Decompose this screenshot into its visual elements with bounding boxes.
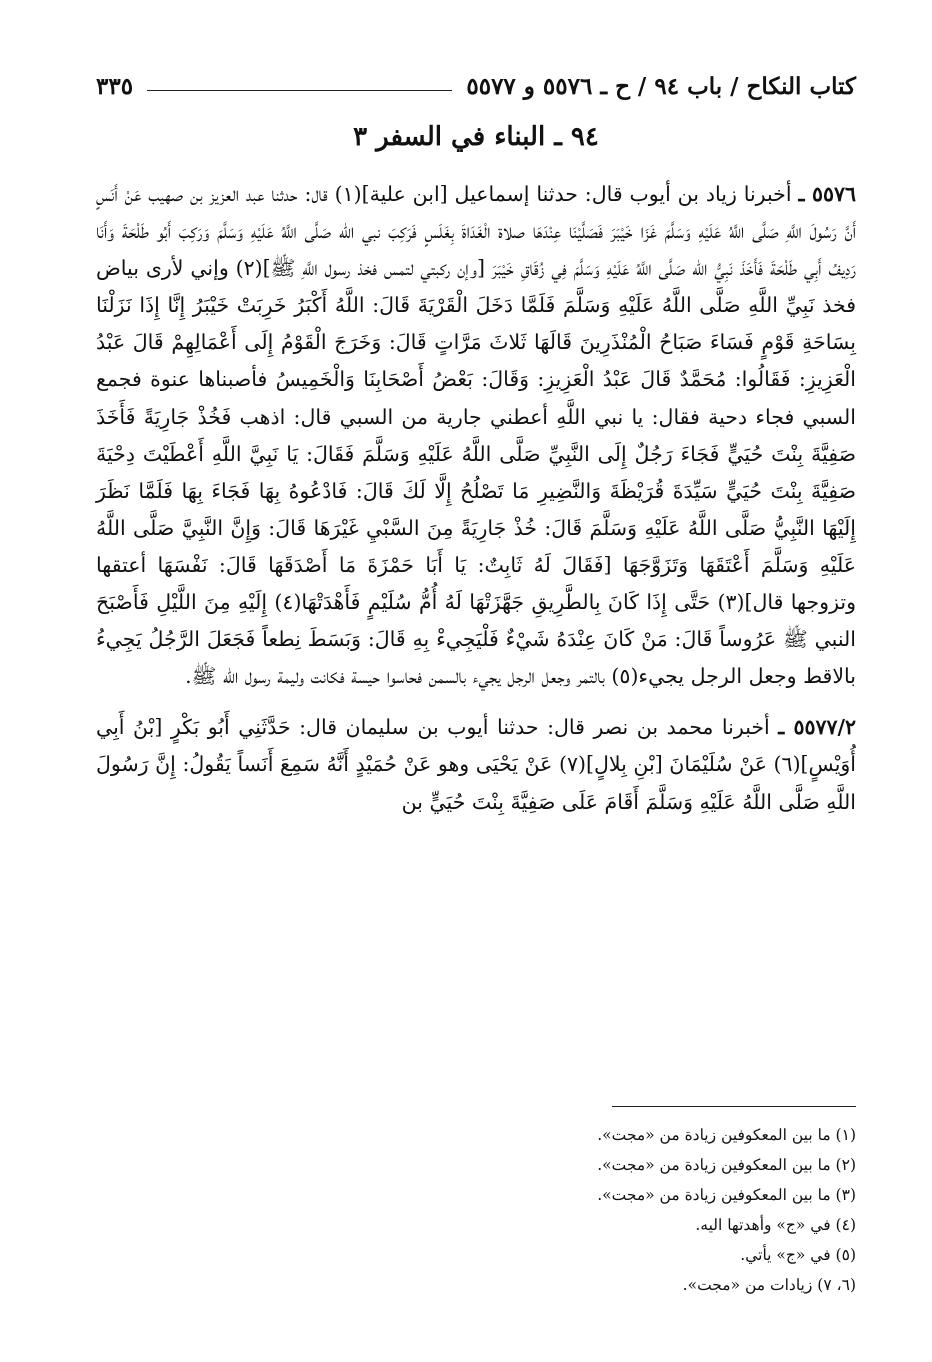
hadith-number-2: ٥٥٧٧/٢ ـ — [778, 715, 856, 740]
hadith-text-2: أخبرنا محمد بن نصر قال: حدثنا أيوب بن سليمان قال: حَدَّثَنِي أَبُو بَكْرٍ [بْنُ أَبِي أُوَيْسٍ](٦) عَنْ سُلَيْمَانَ [بْنِ بِلالٍ](٧) عَنْ يَحْيَى وهو عَنْ حُمَيْدٍ أَنَّهُ سَمِعَ أَنَساً يَقُولُ: إِنَّ رَسُولَ اللَّهِ صَلَّى اللَّهُ عَلَيْهِ وَسَلَّمَ أَقَامَ عَلَى صَفِيَّةَ بِنْتَ حُيَيٍّ بن — [96, 715, 856, 814]
hadith-paragraph-2 — [96, 709, 856, 820]
footnote: (٦، ٧) زيادات من «مجت». — [682, 1276, 856, 1294]
header-title: كتاب النكاح / باب ٩٤ / ح ـ ٥٥٧٦ و ٥٥٧٧ — [466, 72, 856, 100]
footnote: (٢) ما بين المعكوفين زيادة من «مجت». — [597, 1156, 856, 1174]
hadith-text-1: أخبرنا زياد بن أيوب قال: حدثنا إسماعيل [ابن علية](١) قال: حدثنا عبد العزيز بن صهيب عَنْ أَنَسٍ أَنَّ رَسُولَ اللَّهِ صَلَّى اللَّهُ عَلَيْهِ وَسَلَّمَ غَزَا خَيْبَرَ فَصَلَّيْنَا عِنْدَهَا صلاة الْغَدَاةَ بِغَلَسٍ فَرَكِبَ نبي الله صَلَّى اللَّهُ عَلَيْهِ وَسَلَّمَ وَرَكِبَ أَبُو طَلْحَةَ وَأَنَا رَدِيفُ أَبِي طَلْحَةَ فَأَخَذَ نَبِيُّ الله صَلَّى اللَّهُ عَلَيْهِ وَسَلَّمَ فِي زُقَاقِ خَيْبَرَ [وإن ركبتي لتمس فخذ رسول اللَّهِ ﷺ](٢) وإني لأرى بياض فخذ نَبِيِّ اللَّهِ صَلَّى اللَّهُ عَلَيْهِ وَسَلَّمَ فَلَمَّا دَخَلَ الْقَرْيَةَ قَالَ: اللَّهُ أَكْبَرُ خَرِبَتْ خَيْبَرُ إِنَّا إِذَا نَزَلْنَا بِسَاحَةِ قَوْمٍ فَسَاءَ صَبَاحُ الْمُنْذَرِينَ قَالَهَا ثَلاثَ مَرَّاتٍ قَالَ: وَخَرَجَ الْقَوْمُ إِلَى أَعْمَالِهِمْ قَالَ عَبْدُ الْعَزِيزِ: فَقَالُوا: مُحَمَّدٌ قَالَ عَبْدُ الْعَزِيزِ: وَقَالَ: بَعْضُ أَصْحَابِنَا وَالْخَمِيسُ فأصبناها عنوة فجمع السبي فجاء دحية فقال: يا نبي اللَّهِ أعطني جارية من السبي قال: اذهب فَخُذْ جَارِيَةً فَأَخَذَ صَفِيَّةَ بِنْتَ حُيَيٍّ فَجَاءَ رَجُلٌ إِلَى النَّبِيِّ صَلَّى اللَّهُ عَلَيْهِ وَسَلَّمَ فَقَالَ: يَا نَبِيَّ اللَّهِ أَعْطَيْتَ دِحْيَةَ صَفِيَّةَ بِنْتَ حُيَيٍّ سَيِّدَةَ قُرَيْظَةَ وَالنَّضِيرِ مَا تَصْلُحُ إِلَّا لَكَ قَالَ: فَادْعُوهُ بِهَا فَجَاءَ بِهَا فَلَمَّا نَظَرَ إِلَيْهَا النَّبِيُّ صَلَّى اللَّهُ عَلَيْهِ وَسَلَّمَ قَالَ: خُذْ جَارِيَةً مِنَ السَّبْيِ غَيْرَهَا قَالَ: وَإِنَّ النَّبِيَّ صَلَّى اللَّهُ عَلَيْهِ وَسَلَّمَ أَعْتَقَهَا وَتَزَوَّجَهَا [فَقَالَ لَهُ ثَابِتٌ: يَا أَبَا حَمْزَةَ مَا أَصْدَقَهَا قَالَ: نَفْسَهَا أعتقها وتزوجها قال](٣) حَتَّى إِذَا كَانَ بِالطَّرِيقِ جَهَّزَتْهَا لَهُ أُمُّ سُلَيْمٍ فَأَهْدَتْهَا(٤) إِلَيْهِ مِنَ اللَّيْلِ فَأَصْبَحَ النبي ﷺ عَرُوساً قَالَ: مَنْ كَانَ عِنْدَهُ شَيْءٌ فَلْيَجِيءْ بِهِ قَالَ: وَبَسَطَ نِطعاً فَجَعَلَ الرَّجُلُ يَجِيءُ بالاقط وجعل الرجل يجيء(٥) بالتمر وجعل الرجل يجيء بالسمن فحاسوا حيسة فكانت وليمة رسول الله ﷺ. — [96, 182, 856, 689]
footnote: (١) ما بين المعكوفين زيادة من «مجت». — [597, 1126, 856, 1144]
page-number: ٣٣٥ — [96, 72, 134, 100]
footnote-rule — [612, 1106, 856, 1107]
main-text — [96, 176, 856, 821]
chapter-heading: ٩٤ ـ البناء في السفر ٣ — [353, 122, 599, 152]
footnote: (٣) ما بين المعكوفين زيادة من «مجت». — [597, 1186, 856, 1204]
header-rule — [147, 90, 452, 91]
footnote: (٤) في «ج» وأهدتها اليه. — [695, 1216, 856, 1234]
footnote: (٥) في «ج» يأتي. — [740, 1246, 856, 1264]
running-header — [96, 66, 856, 106]
hadith-number-1: ٥٥٧٦ ـ — [798, 182, 856, 206]
hadith-paragraph-1 — [96, 176, 856, 695]
footnotes — [96, 1120, 856, 1300]
